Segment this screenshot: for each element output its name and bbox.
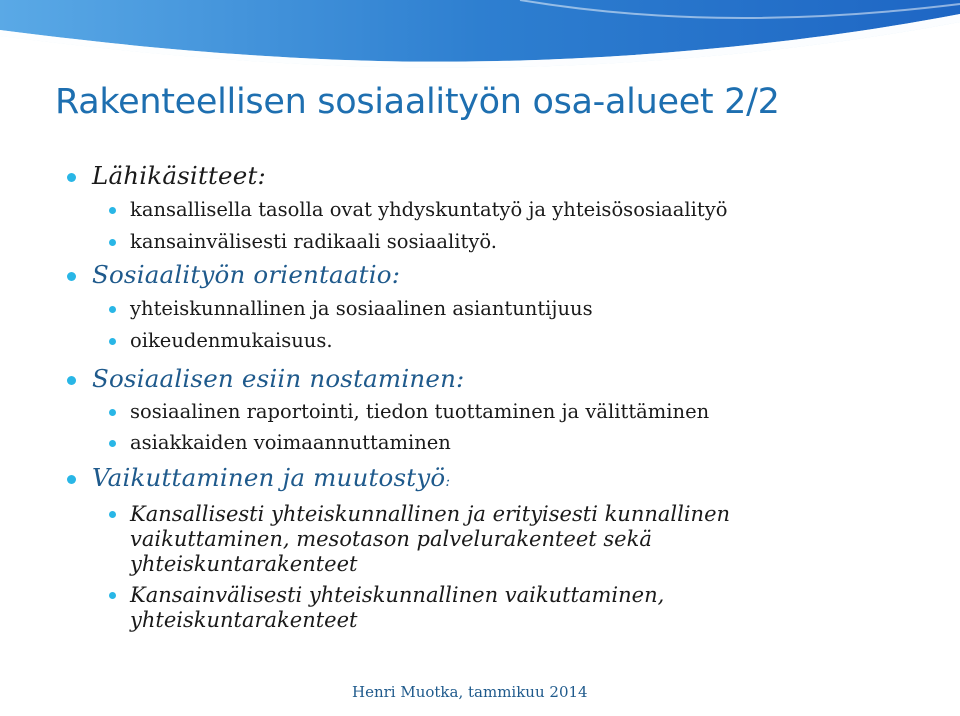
bullet-icon [109, 511, 116, 518]
header-wave-decoration [0, 0, 960, 80]
list-item: Kansallisesti yhteiskunnallinen ja erityisesti kunnallinen vaikuttaminen, mesotason palvelurakenteet sekä yhteiskuntarakenteet [130, 502, 730, 577]
bullet-icon [109, 207, 116, 214]
bullet-icon [67, 475, 76, 484]
bullet-icon [109, 239, 116, 246]
section-heading: Sosiaalisen esiin nostaminen: [92, 364, 465, 393]
bullet-icon [67, 173, 76, 182]
bullet-icon [67, 376, 76, 385]
bullet-icon [109, 338, 116, 345]
slide-title: Rakenteellisen sosiaalityön osa-alueet 2/2 [55, 82, 780, 122]
bullet-icon [109, 592, 116, 599]
bullet-icon [67, 272, 76, 281]
list-item: yhteiskunnallinen ja sosiaalinen asiantuntijuus [130, 297, 593, 320]
bullet-icon [109, 440, 116, 447]
list-item: oikeudenmukaisuus. [130, 329, 333, 352]
list-item: sosiaalinen raportointi, tiedon tuottaminen ja välittäminen [130, 400, 709, 423]
bullet-icon [109, 306, 116, 313]
list-item: Kansainvälisesti yhteiskunnallinen vaikuttaminen, yhteiskuntarakenteet [130, 583, 664, 633]
section-heading: Sosiaalityön orientaatio: [92, 260, 400, 289]
list-item: kansainvälisesti radikaali sosiaalityö. [130, 230, 497, 253]
section-heading: Lähikäsitteet: [92, 161, 266, 190]
slide-footer: Henri Muotka, tammikuu 2014 [352, 683, 588, 701]
list-item: kansallisella tasolla ovat yhdyskuntatyö ja yhteisösosiaalityö [130, 198, 728, 221]
section-heading: Vaikuttaminen ja muutostyö: [92, 463, 450, 492]
list-item: asiakkaiden voimaannuttaminen [130, 431, 451, 454]
bullet-icon [109, 409, 116, 416]
